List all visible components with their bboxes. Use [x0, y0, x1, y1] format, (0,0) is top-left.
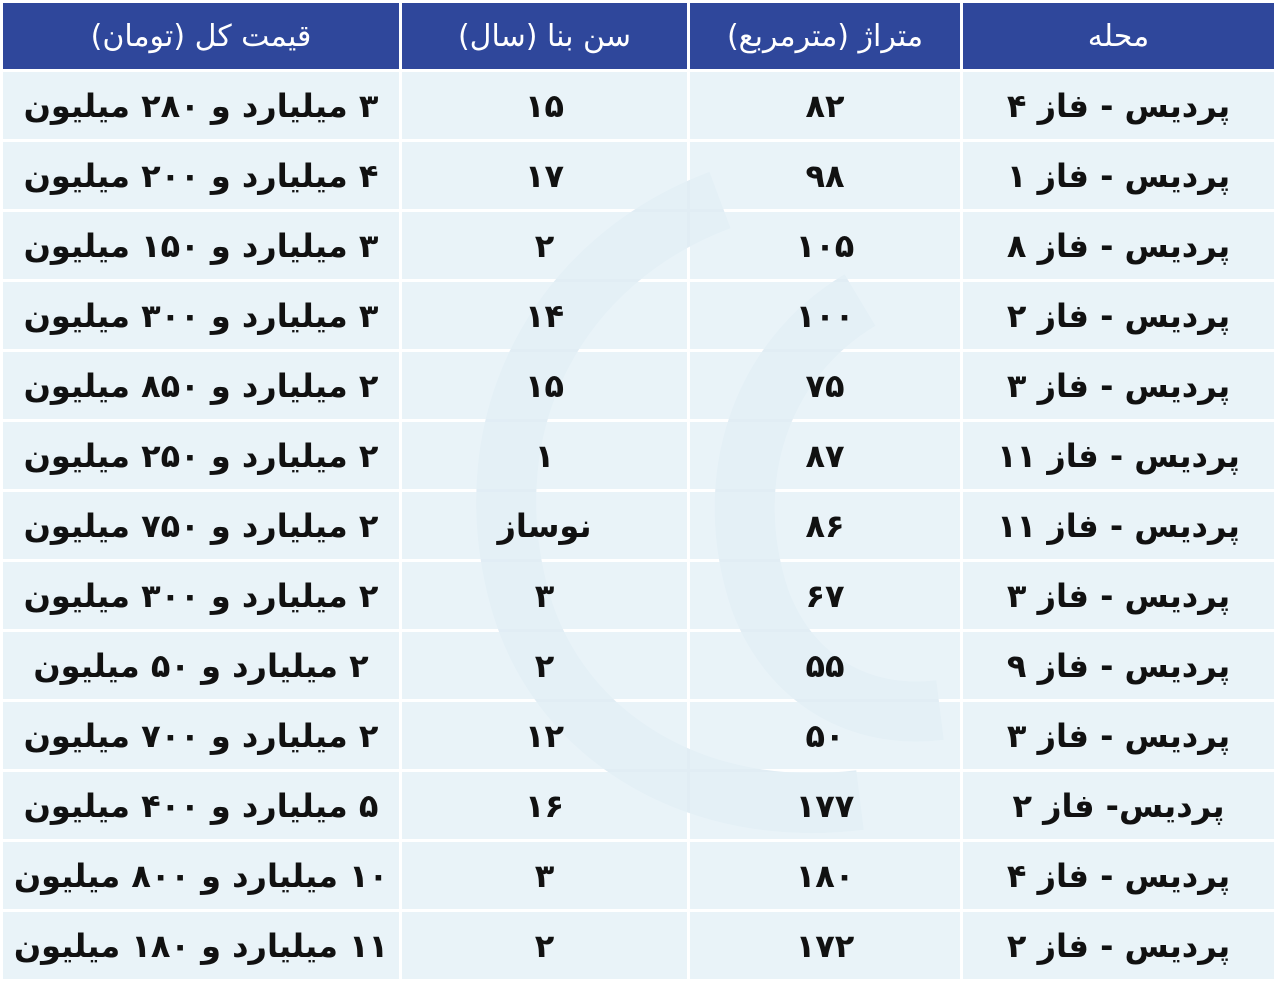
table-row: [3, 632, 1274, 699]
table-row: [3, 562, 1274, 629]
header-total-price: قیمت کل (تومان): [3, 3, 399, 69]
cell-building-age: ۱۵: [402, 72, 687, 139]
cell-total-price: ۳ میلیارد و ۲۸۰ میلیون: [3, 72, 399, 139]
cell-building-age: ۱۷: [402, 142, 687, 209]
cell-neighborhood: پردیس - فاز ۴: [963, 842, 1274, 909]
cell-neighborhood: پردیس - فاز ۸: [963, 212, 1274, 279]
cell-area: ۶۷: [690, 562, 960, 629]
cell-total-price: ۱۰ میلیارد و ۸۰۰ میلیون: [3, 842, 399, 909]
cell-total-price: ۲ میلیارد و ۸۵۰ میلیون: [3, 352, 399, 419]
table-row: [3, 212, 1274, 279]
cell-area: ۹۸: [690, 142, 960, 209]
cell-building-age: ۱: [402, 422, 687, 489]
cell-area: ۱۸۰: [690, 842, 960, 909]
cell-building-age: ۱۶: [402, 772, 687, 839]
table-row: [3, 702, 1274, 769]
table-row: [3, 142, 1274, 209]
cell-building-age: ۲: [402, 632, 687, 699]
cell-neighborhood: پردیس - فاز ۳: [963, 702, 1274, 769]
cell-total-price: ۳ میلیارد و ۱۵۰ میلیون: [3, 212, 399, 279]
header-area: متراژ (مترمربع): [690, 3, 960, 69]
table-row: [3, 352, 1274, 419]
cell-neighborhood: پردیس - فاز ۲: [963, 282, 1274, 349]
cell-building-age: ۳: [402, 562, 687, 629]
header-building-age: سن بنا (سال): [402, 3, 687, 69]
table-row: [3, 772, 1274, 839]
cell-total-price: ۲ میلیارد و ۷۵۰ میلیون: [3, 492, 399, 559]
cell-area: ۵۵: [690, 632, 960, 699]
table-row: [3, 282, 1274, 349]
table-row: [3, 422, 1274, 489]
cell-building-age: ۳: [402, 842, 687, 909]
cell-total-price: ۴ میلیارد و ۲۰۰ میلیون: [3, 142, 399, 209]
cell-total-price: ۲ میلیارد و ۲۵۰ میلیون: [3, 422, 399, 489]
table-row: [3, 72, 1274, 139]
cell-building-age: ۱۵: [402, 352, 687, 419]
cell-area: ۸۶: [690, 492, 960, 559]
cell-neighborhood: پردیس - فاز ۹: [963, 632, 1274, 699]
table-row: [3, 492, 1274, 559]
cell-neighborhood: پردیس- فاز ۲: [963, 772, 1274, 839]
cell-building-age: نوساز: [402, 492, 687, 559]
cell-total-price: ۲ میلیارد و ۳۰۰ میلیون: [3, 562, 399, 629]
cell-area: ۱۰۵: [690, 212, 960, 279]
cell-neighborhood: پردیس - فاز ۳: [963, 562, 1274, 629]
cell-area: ۵۰: [690, 702, 960, 769]
cell-building-age: ۲: [402, 212, 687, 279]
header-neighborhood: محله: [963, 3, 1274, 69]
cell-building-age: ۱۲: [402, 702, 687, 769]
cell-neighborhood: پردیس - فاز ۲: [963, 912, 1274, 979]
cell-total-price: ۳ میلیارد و ۳۰۰ میلیون: [3, 282, 399, 349]
cell-total-price: ۵ میلیارد و ۴۰۰ میلیون: [3, 772, 399, 839]
cell-total-price: ۱۱ میلیارد و ۱۸۰ میلیون: [3, 912, 399, 979]
cell-area: ۱۷۲: [690, 912, 960, 979]
cell-neighborhood: پردیس - فاز ۴: [963, 72, 1274, 139]
table-header-row: [3, 3, 1274, 69]
cell-neighborhood: پردیس - فاز ۱۱: [963, 422, 1274, 489]
cell-building-age: ۲: [402, 912, 687, 979]
cell-area: ۸۲: [690, 72, 960, 139]
cell-building-age: ۱۴: [402, 282, 687, 349]
cell-area: ۱۰۰: [690, 282, 960, 349]
cell-area: ۸۷: [690, 422, 960, 489]
cell-neighborhood: پردیس - فاز ۳: [963, 352, 1274, 419]
cell-area: ۷۵: [690, 352, 960, 419]
cell-total-price: ۲ میلیارد و ۷۰۰ میلیون: [3, 702, 399, 769]
cell-neighborhood: پردیس - فاز ۱: [963, 142, 1274, 209]
cell-neighborhood: پردیس - فاز ۱۱: [963, 492, 1274, 559]
cell-area: ۱۷۷: [690, 772, 960, 839]
table-row: [3, 842, 1274, 909]
cell-total-price: ۲ میلیارد و ۵۰ میلیون: [3, 632, 399, 699]
table-row: [3, 912, 1274, 979]
